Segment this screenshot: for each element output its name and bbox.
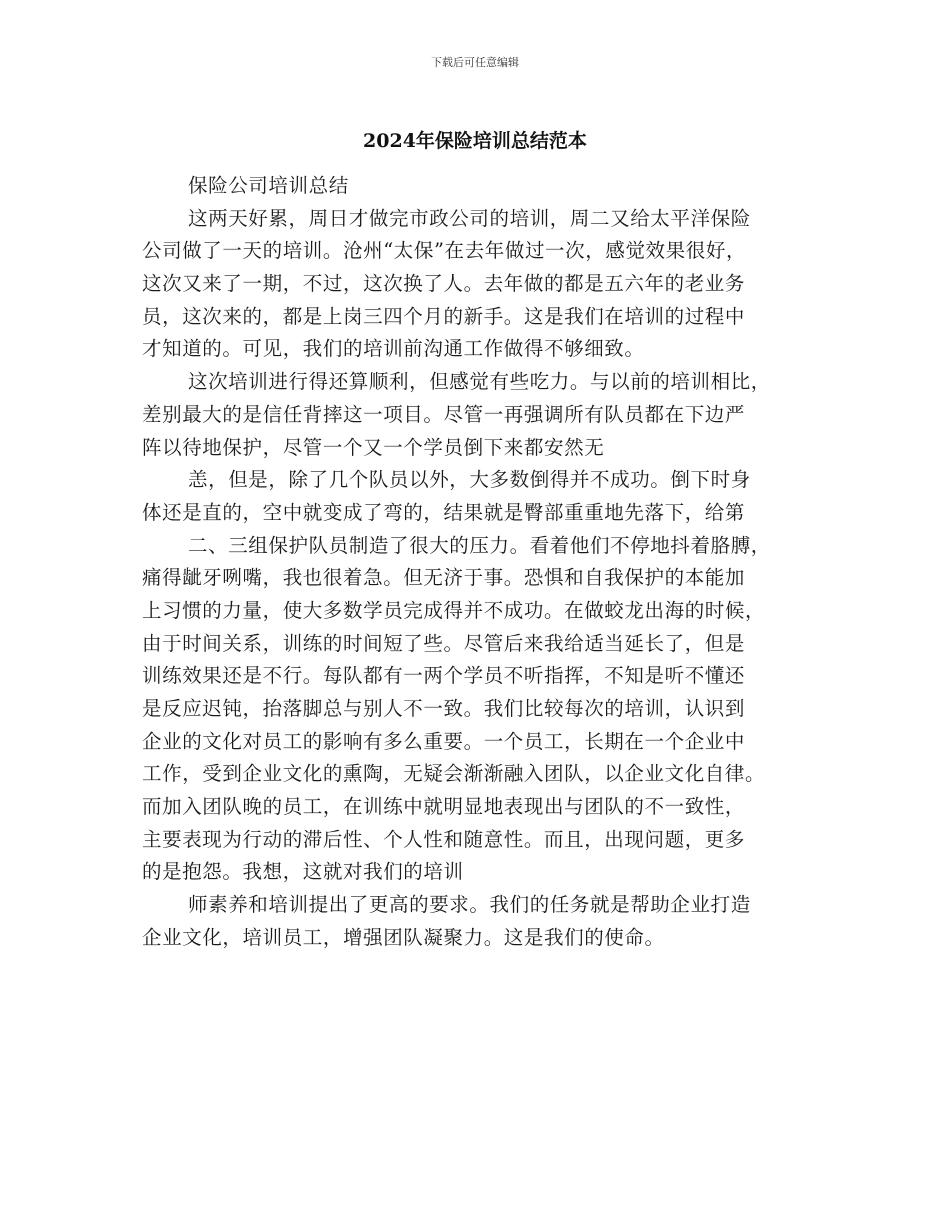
text-line: 这次培训进行得还算顺利，但感觉有些吃力。与以前的培训相比，	[188, 370, 771, 394]
text-line: 差别最大的是信任背摔这一项目。尽管一再强调所有队员都在下边严	[142, 402, 746, 426]
text-line: 主要表现为行动的滞后性、个人性和随意性。而且，出现问题，更多	[142, 827, 746, 851]
text-line: 企业的文化对员工的影响有多么重要。一个员工，长期在一个企业中	[142, 729, 746, 753]
text-line: 才知道的。可见，我们的培训前沟通工作做得不够细致。	[142, 337, 645, 361]
text-line: 而加入团队晚的员工，在训练中就明显地表现出与团队的不一致性，	[142, 795, 746, 819]
text-line: 由于时间关系，训练的时间短了些。尽管后来我给适当延长了，但是	[142, 631, 746, 655]
text-line: 恙，但是，除了几个队员以外，大多数倒得并不成功。倒下时身	[188, 468, 751, 492]
text-line: 的是抱怨。我想，这就对我们的培训	[142, 860, 464, 884]
text-line: 二、三组保护队员制造了很大的压力。看着他们不停地抖着胳膊，	[188, 533, 771, 557]
text-line: 工作，受到企业文化的熏陶，无疑会渐渐融入团队，以企业文化自律。	[142, 762, 766, 786]
text-line: 体还是直的，空中就变成了弯的，结果就是臀部重重地先落下，给第	[142, 500, 746, 524]
text-line: 上习惯的力量，使大多数学员完成得并不成功。在做蛟龙出海的时候，	[142, 598, 766, 622]
text-line: 师素养和培训提出了更高的要求。我们的任务就是帮助企业打造	[188, 893, 751, 917]
text-line: 员，这次来的，都是上岗三四个月的新手。这是我们在培训的过程中	[142, 304, 746, 328]
text-line: 阵以待地保护，尽管一个又一个学员倒下来都安然无	[142, 435, 605, 459]
text-line: 保险公司培训总结	[188, 174, 349, 197]
document-title: 2024年保险培训总结范本	[363, 130, 587, 152]
text-line: 这次又来了一期，不过，这次换了人。去年做的都是五六年的老业务	[142, 272, 746, 296]
text-line: 这两天好累，周日才做完市政公司的培训，周二又给太平洋保险	[188, 206, 751, 230]
text-line: 训练效果还是不行。每队都有一两个学员不听指挥，不知是听不懂还	[142, 664, 746, 688]
text-line: 是反应迟钝，抬落脚总与别人不一致。我们比较每次的培训，认识到	[142, 697, 746, 720]
document-body	[142, 170, 832, 955]
page-header-note: 下载后可任意编辑	[431, 56, 519, 69]
text-line: 企业文化，培训员工，增强团队凝聚力。这是我们的使命。	[142, 925, 665, 949]
text-line: 公司做了一天的培训。沧州“太保”在去年做过一次，感觉效果很好，	[142, 239, 747, 263]
text-line: 痛得龇牙咧嘴，我也很着急。但无济于事。恐惧和自我保护的本能加	[142, 566, 746, 590]
